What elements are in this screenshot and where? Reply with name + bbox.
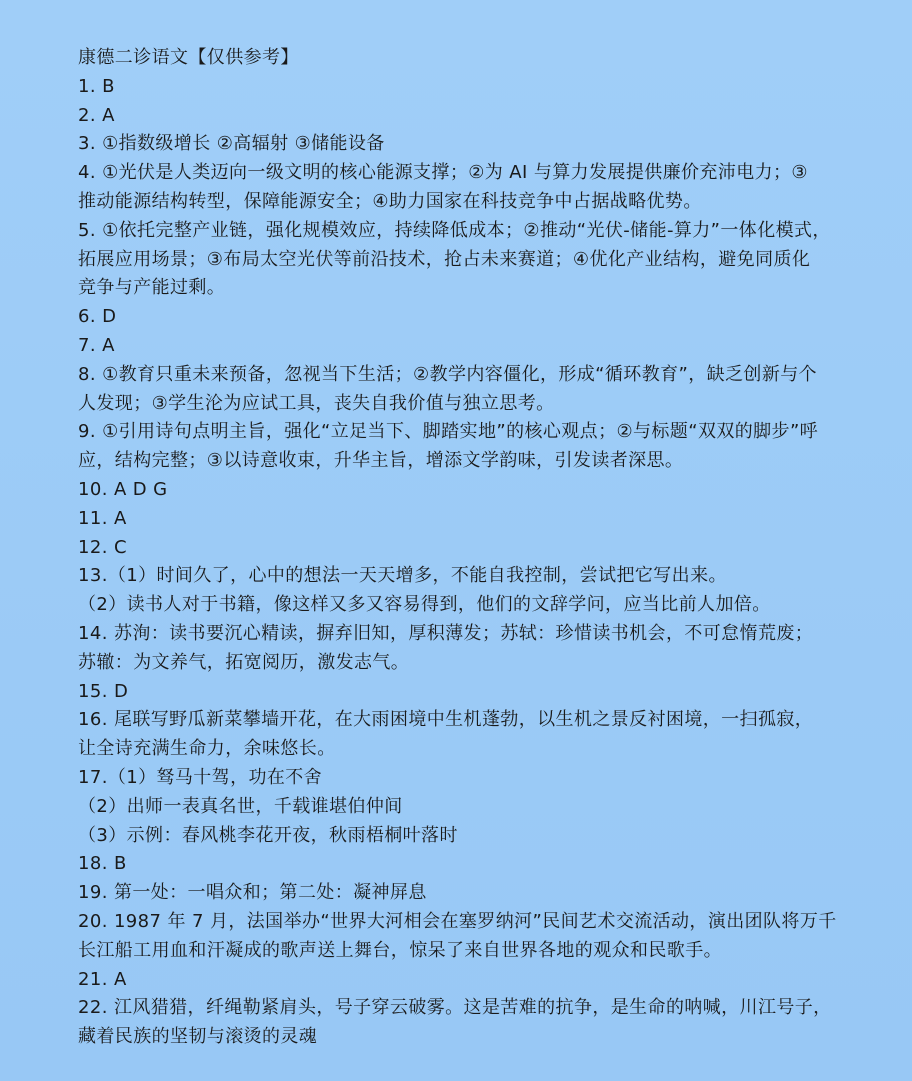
answer-line: 1. B [78,75,115,97]
answer-line: 2. A [78,104,115,126]
answer-line: 人发现；③学生沦为应试工具，丧失自我价值与独立思考。 [78,392,555,414]
answer-line: 17.（1）驽马十驾，功在不舍 [78,766,323,788]
answer-line: 12. C [78,536,127,558]
answer-line: 5. ①依托完整产业链，强化规模效应，持续降低成本；②推动“光伏-储能-算力”一体化模式， [78,219,831,241]
answer-line: 3. ①指数级增长 ②高辐射 ③储能设备 [78,133,385,155]
answer-line: 11. A [78,507,127,529]
answer-line: 19. 第一处：一唱众和；第二处：凝神屏息 [78,882,427,904]
answer-line: 13.（1）时间久了，心中的想法一天天增多，不能自我控制，尝试把它写出来。 [78,565,727,587]
answer-line: 7. A [78,334,115,356]
document-title: 康德二诊语文【仅供参考】 [78,47,299,68]
answer-line: 22. 江风猎猎，纤绳勒紧肩头，号子穿云破雾。这是苦难的抗争，是生命的呐喊，川江号子， [78,997,832,1019]
answer-line: 苏辙：为文养气，拓宽阅历，激发志气。 [78,651,410,673]
answer-document [78,44,838,1052]
answer-line: 20. 1987 年 7 月，法国举办“世界大河相会在塞罗纳河”民间艺术交流活动，演出团队将万千 [78,910,837,932]
answer-line: （3）示例：春风桃李花开夜，秋雨梧桐叶落时 [78,824,458,846]
answer-line: 推动能源结构转型，保障能源安全；④助力国家在科技竞争中占据战略优势。 [78,190,702,212]
answer-line: 16. 尾联写野瓜新菜攀墙开花，在大雨困境中生机蓬勃，以生机之景反衬困境，一扫孤寂， [78,709,814,731]
answer-line: 4. ①光伏是人类迈向一级文明的核心能源支撑；②为 AI 与算力发展提供廉价充沛电力；③ [78,162,808,184]
answer-line: 6. D [78,306,117,328]
answer-line: 竞争与产能过剩。 [78,277,226,299]
answer-line: 15. D [78,680,129,702]
answer-line: （2）出师一表真名世，千载谁堪伯仲间 [78,795,403,817]
answer-line: 14. 苏洵：读书要沉心精读，摒弃旧知，厚积薄发；苏轼：珍惜读书机会，不可怠惰荒废； [78,622,814,644]
answer-line: 9. ①引用诗句点明主旨，强化“立足当下、脚踏实地”的核心观点；②与标题“双双的脚步”呼 [78,421,819,443]
answer-line: 8. ①教育只重未来预备，忽视当下生活；②教学内容僵化，形成“循环教育”，缺乏创新与个 [78,363,818,385]
answer-line: （2）读书人对于书籍，像这样又多又容易得到，他们的文辞学问，应当比前人加倍。 [78,594,771,616]
answer-line: 18. B [78,853,127,875]
answer-line: 长江船工用血和汗凝成的歌声送上舞台，惊呆了来自世界各地的观众和民歌手。 [78,939,722,961]
answer-line: 21. A [78,968,127,990]
answer-line: 拓展应用场景；③布局太空光伏等前沿技术，抢占未来赛道；④优化产业结构，避免同质化 [78,248,811,270]
answer-line: 藏着民族的坚韧与滚烫的灵魂 [78,1026,318,1048]
answer-line: 让全诗充满生命力，余味悠长。 [78,738,336,760]
answer-line: 应，结构完整；③以诗意收束，升华主旨，增添文学韵味，引发读者深思。 [78,450,684,472]
answer-line: 10. A D G [78,478,168,500]
